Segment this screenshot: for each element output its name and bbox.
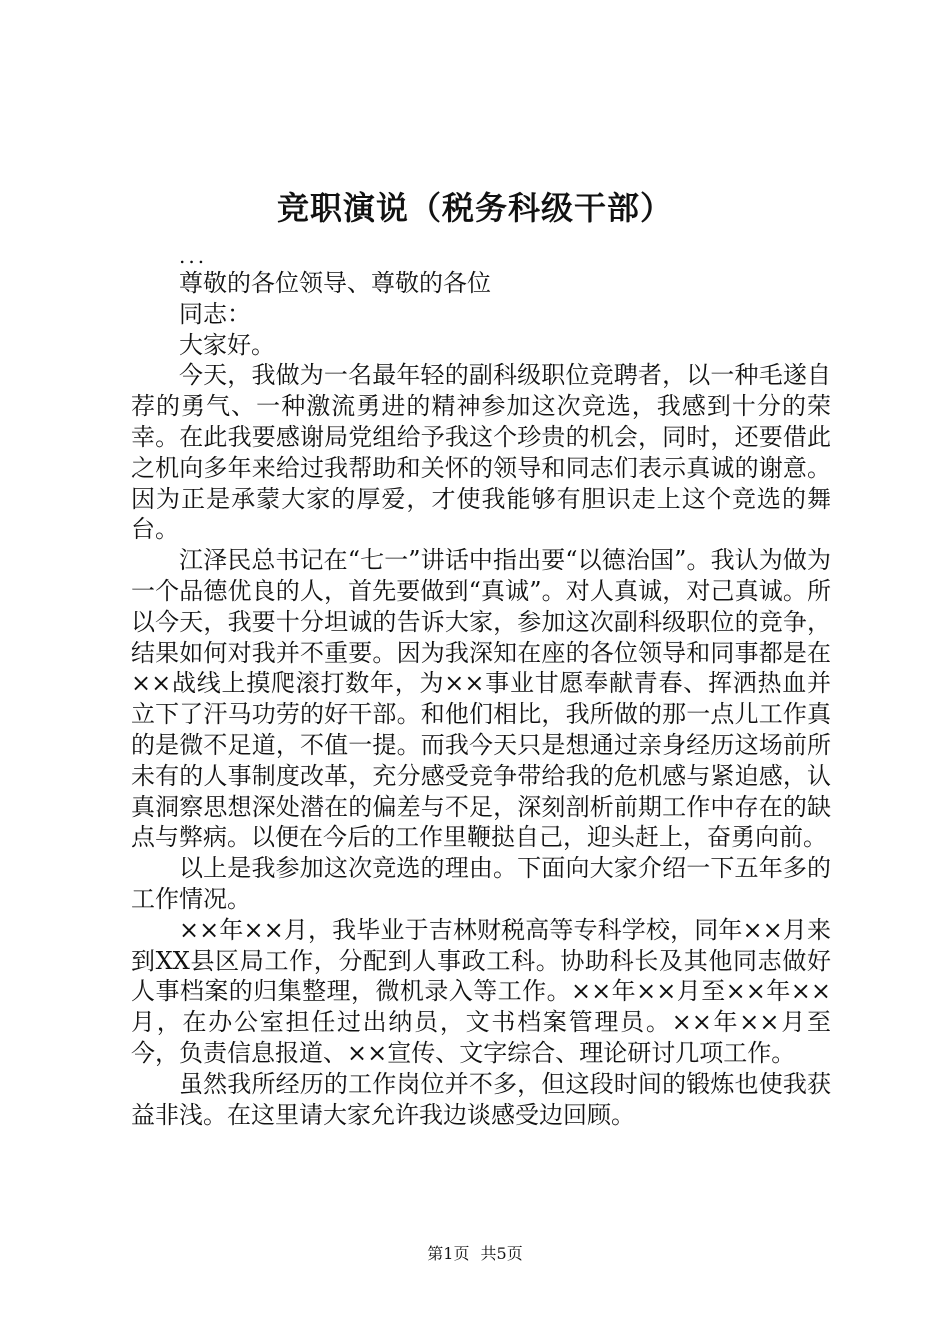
page-number: 第1页 xyxy=(427,1244,470,1263)
document-title: 竞职演说（税务科级干部） xyxy=(276,189,673,227)
greeting: 大家好。 xyxy=(179,330,275,359)
paragraph: ××年××月，我毕业于吉林财税高等专科学校，同年××月来到XX县区局工作，分配到人事政工科。协助科长及其他同志做好人事档案的归集整理，微机录入等工作。××年××月至××年××月，在办公室担任过出纳员，文书档案管理员。××年××月至今，负责信息报道、××宣传、文字综合、理论研讨几项工作。 xyxy=(131,915,831,1067)
page-total: 共5页 xyxy=(480,1244,523,1263)
document-body xyxy=(131,244,831,1130)
paragraph: 以上是我参加这次竞选的理由。下面向大家介绍一下五年多的工作情况。 xyxy=(131,854,831,913)
page-footer xyxy=(0,1243,950,1265)
salutation-line-2: 同志： xyxy=(179,299,251,328)
paragraph: 今天，我做为一名最年轻的副科级职位竞聘者，以一种毛遂自荐的勇气、一种激流勇进的精神参加这次竞选，我感到十分的荣幸。在此我要感谢局党组给予我这个珍贵的机会，同时，还要借此之机向多年来给过我帮助和关怀的领导和同志们表示真诚的谢意。因为正是承蒙大家的厚爱，才使我能够有胆识走上这个竞选的舞台。 xyxy=(131,361,831,544)
paragraph: 虽然我所经历的工作岗位并不多，但这段时间的锻炼也使我获益非浅。在这里请大家允许我边谈感受边回顾。 xyxy=(131,1069,831,1129)
salutation-line: 尊敬的各位领导、尊敬的各位 xyxy=(179,269,491,297)
ellipsis-marker: ... xyxy=(179,244,208,268)
paragraph: 江泽民总书记在“七一”讲话中指出要“以德治国”。我认为做为一个品德优良的人，首先要做到“真诚”。对人真诚，对己真诚。所以今天，我要十分坦诚的告诉大家，参加这次副科级职位的竞争，结果如何对我并不重要。因为我深知在座的各位领导和同事都是在××战线上摸爬滚打数年，为××事业甘愿奉献青春、挥洒热血并立下了汗马功劳的好干部。和他们相比，我所做的那一点儿工作真的是微不足道，不值一提。而我今天只是想通过亲身经历这场前所未有的人事制度改革，充分感受竞争带给我的危机感与紧迫感，认真洞察思想深处潜在的偏差与不足，深刻剖析前期工作中存在的缺点与弊病。以便在今后的工作里鞭挞自己，迎头赶上，奋勇向前。 xyxy=(131,546,831,852)
